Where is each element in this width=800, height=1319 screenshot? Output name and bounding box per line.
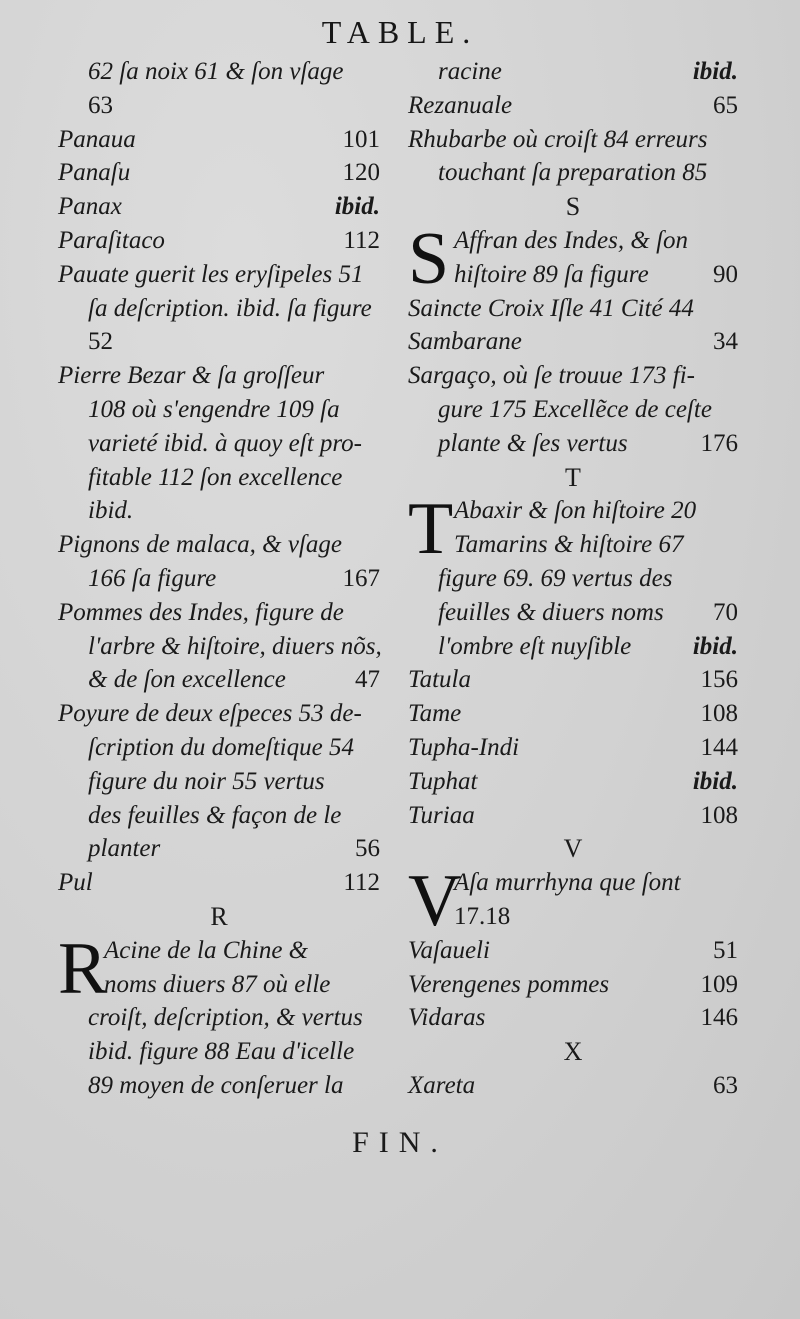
section-letter-s: S <box>565 192 581 222</box>
page-number: 56 <box>355 835 380 863</box>
page-number: 167 <box>342 564 380 592</box>
index-entry-line: 62 ſa noix 61 & ſon vſage <box>88 58 344 85</box>
drop-cap-t: T <box>408 488 454 571</box>
index-entry-line: 63 <box>88 91 113 119</box>
index-column-left <box>58 55 380 1103</box>
section-letter-v: V <box>563 834 583 864</box>
page-number: 101 <box>342 125 380 153</box>
index-entry-tatula: Tatula 156 <box>408 663 738 697</box>
index-entry-rezanuale: Rezanuale 65 <box>408 89 738 123</box>
page-number: ibid. <box>692 58 738 85</box>
page-number: ibid. <box>692 632 738 660</box>
page-header: TABLE. <box>321 14 479 50</box>
index-entry-line: planter 56 <box>58 832 380 866</box>
page-number: 90 <box>713 260 738 288</box>
page-number: 176 <box>700 429 738 457</box>
page-number: 112 <box>343 226 380 254</box>
page-number: 112 <box>343 869 380 897</box>
index-entry-line: figure du noir 55 vertus <box>88 767 325 795</box>
page-number: 109 <box>700 970 738 998</box>
index-entry-verengenes: Verengenes pommes 109 <box>408 968 738 1002</box>
page-number: 144 <box>700 733 738 761</box>
index-entry-tuphat: Tuphat ibid. <box>408 765 738 799</box>
index-entry-line: ibid. <box>88 497 134 525</box>
index-entry-sambarane: Sambarane 34 <box>408 325 738 359</box>
index-entry-line: fitable 112 ſon excellence <box>88 463 343 491</box>
page-number: 63 <box>713 1071 738 1099</box>
page-number: 108 <box>700 700 738 728</box>
index-entry-line: plante & ſes vertus 176 <box>408 427 738 461</box>
index-entry-poyure: Poyure de deux eſpeces 53 de- <box>58 700 362 728</box>
section-letter-t: T <box>565 462 581 492</box>
index-entry-line: ſcription du domeſtique 54 <box>88 733 354 761</box>
index-entry-panax: Panax ibid. <box>58 190 380 224</box>
index-entry-line: des feuilles & façon de le <box>88 801 342 829</box>
page-footer-fin: FIN. <box>352 1126 448 1159</box>
section-letter-r: R <box>210 901 228 931</box>
page-number: 156 <box>700 666 738 694</box>
page-number: ibid. <box>692 767 738 795</box>
page-number: 47 <box>355 666 380 694</box>
page-number: 108 <box>700 801 738 829</box>
index-entry-line: 52 <box>88 328 113 356</box>
page-number: 120 <box>342 159 380 187</box>
index-entry-line: gure 175 Excellẽce de ceſte <box>438 395 712 423</box>
index-entry-line: 166 ſa figure 167 <box>58 562 380 596</box>
index-entry-tame: Tame 108 <box>408 697 738 731</box>
index-entry-saffran: S Affran des Indes, & ſon hiſtoire 89 ſa figure 90 <box>408 217 738 300</box>
index-entry-pul: Pul 112 <box>58 866 380 900</box>
drop-cap-v: V <box>408 860 462 943</box>
index-entry-pierre: Pierre Bezar & ſa groſſeur <box>58 362 325 390</box>
index-entry-panasu: Panaſu 120 <box>58 156 380 190</box>
index-entry-xareta: Xareta 63 <box>408 1069 738 1103</box>
index-entry-line: l'arbre & hiſtoire, diuers nõs, <box>88 632 382 660</box>
index-entry-turiaa: Turiaa 108 <box>408 799 738 833</box>
index-entry-parasitaco: Paraſitaco 112 <box>58 224 380 258</box>
index-entry-rhubarbe: Rhubarbe où croiſt 84 erreurs <box>408 125 708 153</box>
index-entry-line: touchant ſa preparation 85 <box>438 159 708 187</box>
index-entry-saincte-croix: Saincte Croix Iſle 41 Cité 44 <box>408 294 694 322</box>
page-number: 51 <box>713 936 738 964</box>
page-number: ibid. <box>334 193 380 221</box>
index-entry-vasa: V Aſa murrhyna que ſont 17.18 <box>408 860 681 943</box>
page-number: 70 <box>713 598 738 626</box>
index-entry-tabaxir: T Abaxir & ſon hiſtoire 20 Tamarins & hiſtoire 67 figure 69. 69 vertus des feuilles & diuers noms 70 l'ombre eſt nuyſible ibid. <box>408 494 738 663</box>
section-letter-x: X <box>563 1037 583 1067</box>
index-entry-tupha-indi: Tupha-Indi 144 <box>408 731 738 765</box>
index-entry-pauate: Pauate guerit les eryſipeles 51 <box>58 260 364 288</box>
index-entry-vidaras: Vidaras 146 <box>408 1001 738 1035</box>
index-entry-panaua: Panaua 101 <box>58 123 380 157</box>
page-number: 34 <box>713 328 738 356</box>
index-entry-pommes: Pommes des Indes, figure de <box>58 598 344 626</box>
index-entry-line: racine ibid. <box>408 55 738 89</box>
index-column-right <box>408 55 738 1103</box>
drop-cap-r: R <box>58 927 108 1010</box>
index-entry-pignons: Pignons de malaca, & vſage <box>58 531 342 559</box>
index-entry-racine: R Acine de la Chine & noms diuers 87 où elle croiſt, deſcription, & vertus ibid. figure 88 Eau d'icelle 89 moyen de conſeruer la <box>58 927 363 1099</box>
page-number: 146 <box>700 1004 738 1032</box>
drop-cap-s: S <box>408 217 450 300</box>
index-entry-line: & de ſon excellence 47 <box>58 663 380 697</box>
index-entry-line: varieté ibid. à quoy eſt pro- <box>88 429 363 457</box>
index-entry-sargaco: Sargaço, où ſe trouue 173 fi- <box>408 362 695 390</box>
index-entry-line: ſa deſcription. ibid. ſa figure <box>88 294 372 322</box>
index-entry-line: 108 où s'engendre 109 ſa <box>88 395 340 423</box>
page-number: 65 <box>713 91 738 119</box>
index-entry-vasaueli: Vaſaueli 51 <box>408 934 738 968</box>
